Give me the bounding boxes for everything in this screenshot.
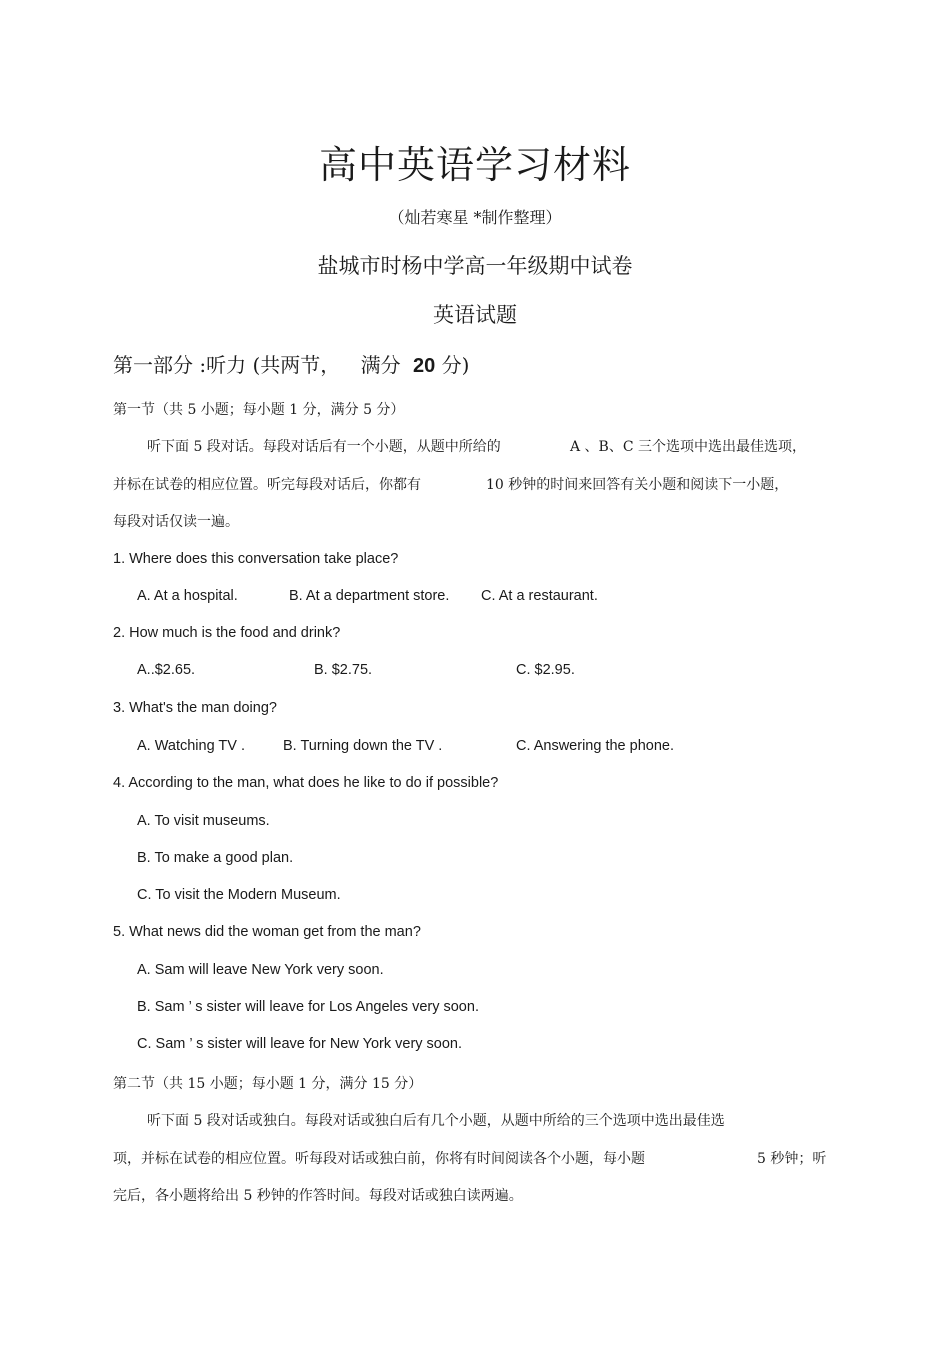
section-two-instructions-line-3: 完后，各小题将给出 5 秒钟的作答时间。每段对话或独白读两遍。 <box>113 1188 523 1204</box>
question-5-option-a: A. Sam will leave New York very soon. <box>137 962 384 978</box>
section-one-instructions-line-1a: 听下面 5 段对话。每段对话后有一个小题，从题中所给的 <box>147 439 501 455</box>
question-3-stem: 3. What's the man doing? <box>113 700 277 716</box>
question-2-option-c: C. $2.95. <box>516 662 575 678</box>
section-one-instructions-line-3: 每段对话仅读一遍。 <box>113 514 239 530</box>
section-two-instructions-line-2b: 5 秒钟；听 <box>757 1151 827 1167</box>
section-one-heading: 第一节（共 5 小题；每小题 1 分，满分 5 分） <box>113 402 405 418</box>
question-1-option-b: B. At a department store. <box>289 588 450 604</box>
part-one-label: 第一部分 :听力 (共两节， <box>113 353 341 377</box>
section-two-instructions-line-1: 听下面 5 段对话或独白。每段对话或独白后有几个小题，从题中所给的三个选项中选出最佳选 <box>147 1113 725 1129</box>
part-one-score: 20 <box>412 355 436 377</box>
question-4-option-c: C. To visit the Modern Museum. <box>137 887 341 903</box>
question-5-stem: 5. What news did the woman get from the man? <box>113 924 421 940</box>
question-3-option-b: B. Turning down the TV . <box>283 738 443 754</box>
question-2-stem: 2. How much is the food and drink? <box>113 625 341 641</box>
question-3-option-a: A. Watching TV . <box>137 738 245 754</box>
question-5-option-b: B. Sam ’ s sister will leave for Los Angeles very soon. <box>137 999 479 1015</box>
part-one-heading <box>113 349 469 378</box>
part-one-score-unit: 分) <box>441 353 470 377</box>
section-one-instructions-line-1b: A 、B、C 三个选项中选出最佳选项， <box>570 439 807 455</box>
question-4-option-a: A. To visit museums. <box>137 813 270 829</box>
document-title: 高中英语学习材料 <box>318 143 631 187</box>
question-4-option-b: B. To make a good plan. <box>137 850 294 866</box>
question-2-option-b: B. $2.75. <box>314 662 373 678</box>
question-5-option-c: C. Sam ’ s sister will leave for New York very soon. <box>137 1036 463 1052</box>
document-subtitle: （灿若寒星 *制作整理） <box>388 208 562 227</box>
exam-title: 盐城市时杨中学高一年级期中试卷 <box>317 254 633 278</box>
section-two-instructions-line-2a: 项，并标在试卷的相应位置。听每段对话或独白前，你将有时间阅读各个小题，每小题 <box>113 1151 645 1167</box>
part-one-score-label: 满分 <box>360 353 401 377</box>
question-1-option-c: C. At a restaurant. <box>481 588 598 604</box>
question-1-option-a: A. At a hospital. <box>137 588 238 604</box>
question-3-option-c: C. Answering the phone. <box>516 738 674 754</box>
subject-title: 英语试题 <box>433 303 517 327</box>
section-one-instructions-line-2b: 10 秒钟的时间来回答有关小题和阅读下一小题， <box>486 477 789 493</box>
question-2-option-a: A..$2.65. <box>137 662 196 678</box>
section-two-heading: 第二节（共 15 小题；每小题 1 分，满分 15 分） <box>113 1076 423 1092</box>
question-4-stem: 4. According to the man, what does he like to do if possible? <box>113 775 499 791</box>
question-1-stem: 1. Where does this conversation take place? <box>113 551 399 567</box>
section-one-instructions-line-2a: 并标在试卷的相应位置。听完每段对话后，你都有 <box>113 477 421 493</box>
